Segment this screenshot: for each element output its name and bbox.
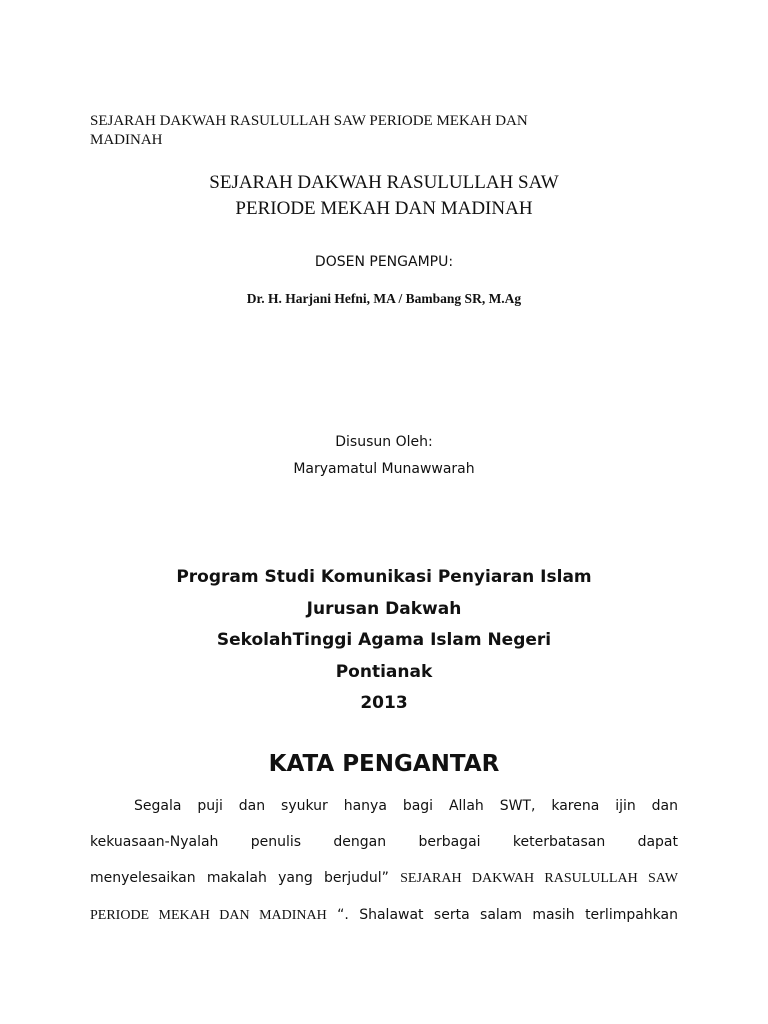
author-name: Maryamatul Munawwarah xyxy=(293,461,475,477)
section-title-foreword: KATA PENGANTAR xyxy=(268,751,500,777)
school-name: SekolahTinggi Agama Islam Negeri xyxy=(216,630,552,650)
paragraph-line-3-text: menyelesaikan makalah yang berjudul” xyxy=(90,870,401,886)
document-header xyxy=(90,112,650,150)
main-title-line-1: SEJARAH DAKWAH RASULULLAH SAW xyxy=(209,172,559,193)
paragraph-line-3 xyxy=(90,860,678,897)
lecturer-label: DOSEN PENGAMPU: xyxy=(314,254,454,270)
lecturer-name: Dr. H. Harjani Hefni, MA / Bambang SR, M.Ag xyxy=(246,291,522,306)
program-name: Program Studi Komunikasi Penyiaran Islam xyxy=(176,567,592,587)
foreword-paragraph xyxy=(90,788,678,934)
paragraph-line-1: Segala puji dan syukur hanya bagi Allah SWT, karena ijin dan xyxy=(134,798,678,814)
header-line-2: MADINAH xyxy=(90,132,163,148)
paragraph-line-3-title: SEJARAH DAKWAH RASULULLAH SAW xyxy=(400,871,678,886)
year: 2013 xyxy=(360,693,408,713)
header-line-1: SEJARAH DAKWAH RASULULLAH SAW PERIODE MEKAH DAN xyxy=(90,113,528,129)
paragraph-line-4-text: “. Shalawat serta salam masih terlimpahkan xyxy=(326,907,678,923)
author-label: Disusun Oleh: xyxy=(335,434,433,450)
city-name: Pontianak xyxy=(335,661,433,682)
paragraph-line-4-title: PERIODE MEKAH DAN MADINAH xyxy=(90,908,327,923)
institution-block xyxy=(0,562,768,720)
paragraph-line-4 xyxy=(90,897,678,934)
main-title xyxy=(0,170,768,222)
main-title-line-2: PERIODE MEKAH DAN MADINAH xyxy=(235,198,533,219)
paragraph-line-2: kekuasaan-Nyalah penulis dengan berbagai keterbatasan dapat xyxy=(90,834,678,850)
department-name: Jurusan Dakwah xyxy=(306,598,462,619)
